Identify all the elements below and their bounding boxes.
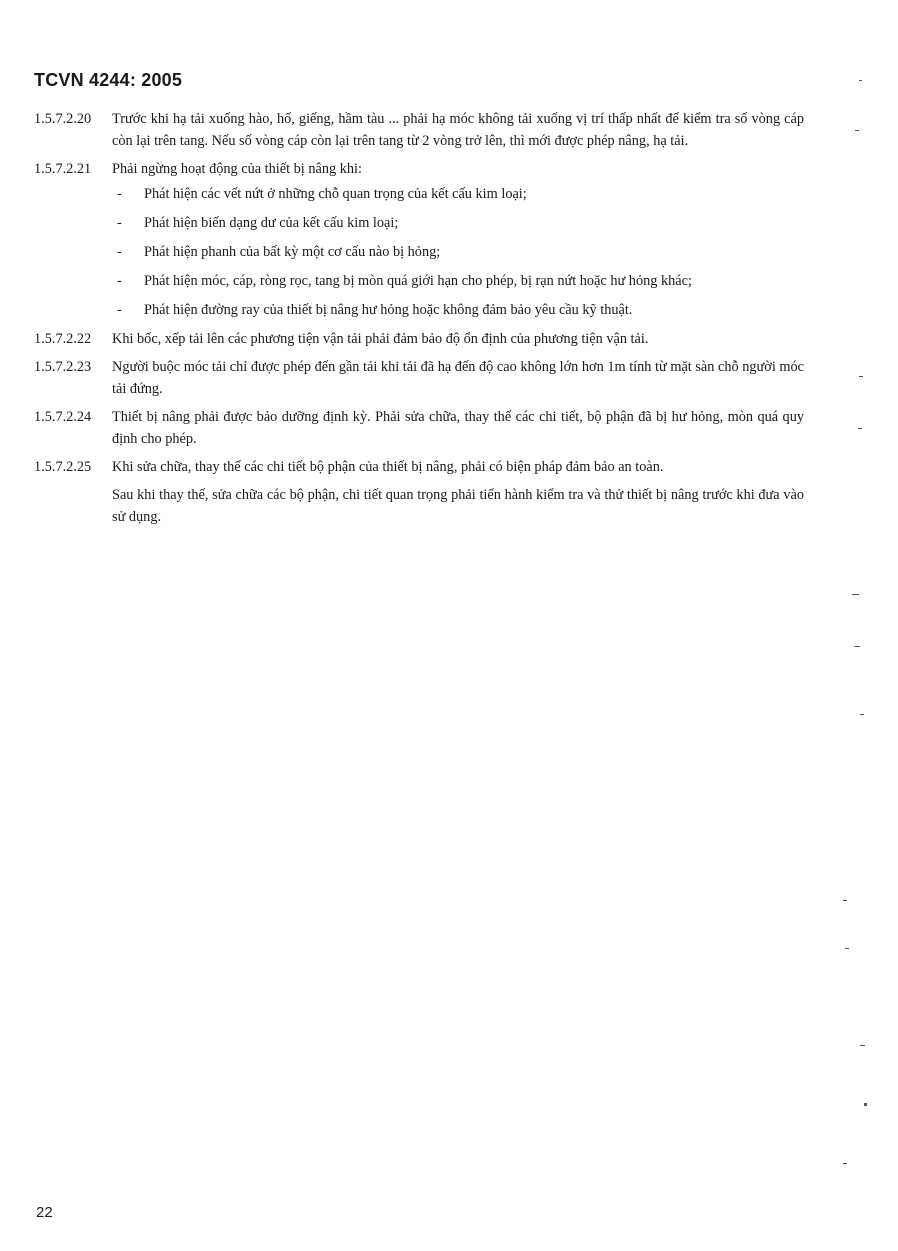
clause-text: Khi bốc, xếp tải lên các phương tiện vận tải phải đảm bảo độ ổn định của phương tiện vận tải. [112, 331, 649, 347]
clause-text: Người buộc móc tải chỉ được phép đến gần tải khi tải đã hạ đến độ cao không lớn hơn 1m tính từ mặt sàn chỗ người móc tải đứng. [112, 359, 804, 397]
clause-number: 1.5.7.2.20 [34, 111, 92, 127]
clause-number: 1.5.7.2.21 [34, 161, 92, 177]
scan-speck [864, 1103, 867, 1106]
clause-text: Trước khi hạ tải xuống hào, hố, giếng, hầm tàu ... phải hạ móc không tải xuống vị trí thấp nhất để kiểm tra số vòng cáp còn lại trên tang. Nếu số vòng cáp còn lại trên tang từ 2 vòng trở lên, thì mới được phép nâng, hạ tải. [112, 111, 804, 149]
list-item: - Phát hiện biến dạng dư của kết cấu kim loại; [112, 212, 804, 234]
scan-speck [852, 594, 859, 595]
clause-1-5-7-2-23 [34, 356, 804, 400]
scan-speck [843, 1163, 847, 1164]
clause-number: 1.5.7.2.22 [34, 331, 92, 347]
document-body [34, 108, 804, 534]
clause-text: Phải ngừng hoạt động của thiết bị nâng khi: [112, 161, 362, 177]
bullet-marker: - [117, 215, 122, 231]
clause-1-5-7-2-21 [34, 158, 804, 321]
clause-text: Khi sửa chữa, thay thế các chi tiết bộ phận của thiết bị nâng, phải có biện pháp đảm bảo an toàn. [112, 459, 664, 475]
scan-speck [859, 376, 863, 377]
bullet-marker: - [117, 244, 122, 260]
clause-note: Sau khi thay thế, sửa chữa các bộ phận, chi tiết quan trọng phải tiến hành kiểm tra và thử thiết bị nâng trước khi đưa vào sử dụng. [112, 487, 804, 525]
clause-1-5-7-2-22 [34, 328, 804, 350]
clause-number: 1.5.7.2.23 [34, 359, 92, 375]
scan-speck [854, 646, 860, 647]
clause-number: 1.5.7.2.25 [34, 459, 92, 475]
scan-speck [860, 714, 864, 715]
clause-text: Thiết bị nâng phải được bảo dưỡng định kỳ. Phải sửa chữa, thay thế các chi tiết, bộ phận đã bị hư hỏng, mòn quá quy định cho phép. [112, 409, 804, 447]
clause-number: 1.5.7.2.24 [34, 409, 92, 425]
scan-speck [843, 900, 847, 901]
list-item: - Phát hiện các vết nứt ở những chỗ quan trọng của kết cấu kim loại; [112, 183, 804, 205]
scan-speck [858, 428, 862, 429]
bullet-marker: - [117, 186, 122, 202]
clause-1-5-7-2-20 [34, 108, 804, 152]
clause-1-5-7-2-25 [34, 456, 804, 528]
list-item: - Phát hiện móc, cáp, ròng rọc, tang bị mòn quá giới hạn cho phép, bị rạn nứt hoặc hư hỏng khác; [112, 270, 804, 292]
scan-speck [860, 1045, 865, 1046]
document-header: TCVN 4244: 2005 [34, 70, 183, 90]
scan-speck [855, 130, 859, 131]
scan-speck [859, 80, 862, 81]
bullet-marker: - [117, 273, 122, 289]
scan-speck [845, 948, 849, 949]
page-number: 22 [36, 1204, 53, 1221]
bullet-list [112, 183, 804, 321]
bullet-marker: - [117, 302, 122, 318]
clause-1-5-7-2-24 [34, 406, 804, 450]
list-item: - Phát hiện phanh của bất kỳ một cơ cấu nào bị hỏng; [112, 241, 804, 263]
list-item: - Phát hiện đường ray của thiết bị nâng hư hỏng hoặc không đảm bảo yêu cầu kỹ thuật. [112, 299, 804, 321]
